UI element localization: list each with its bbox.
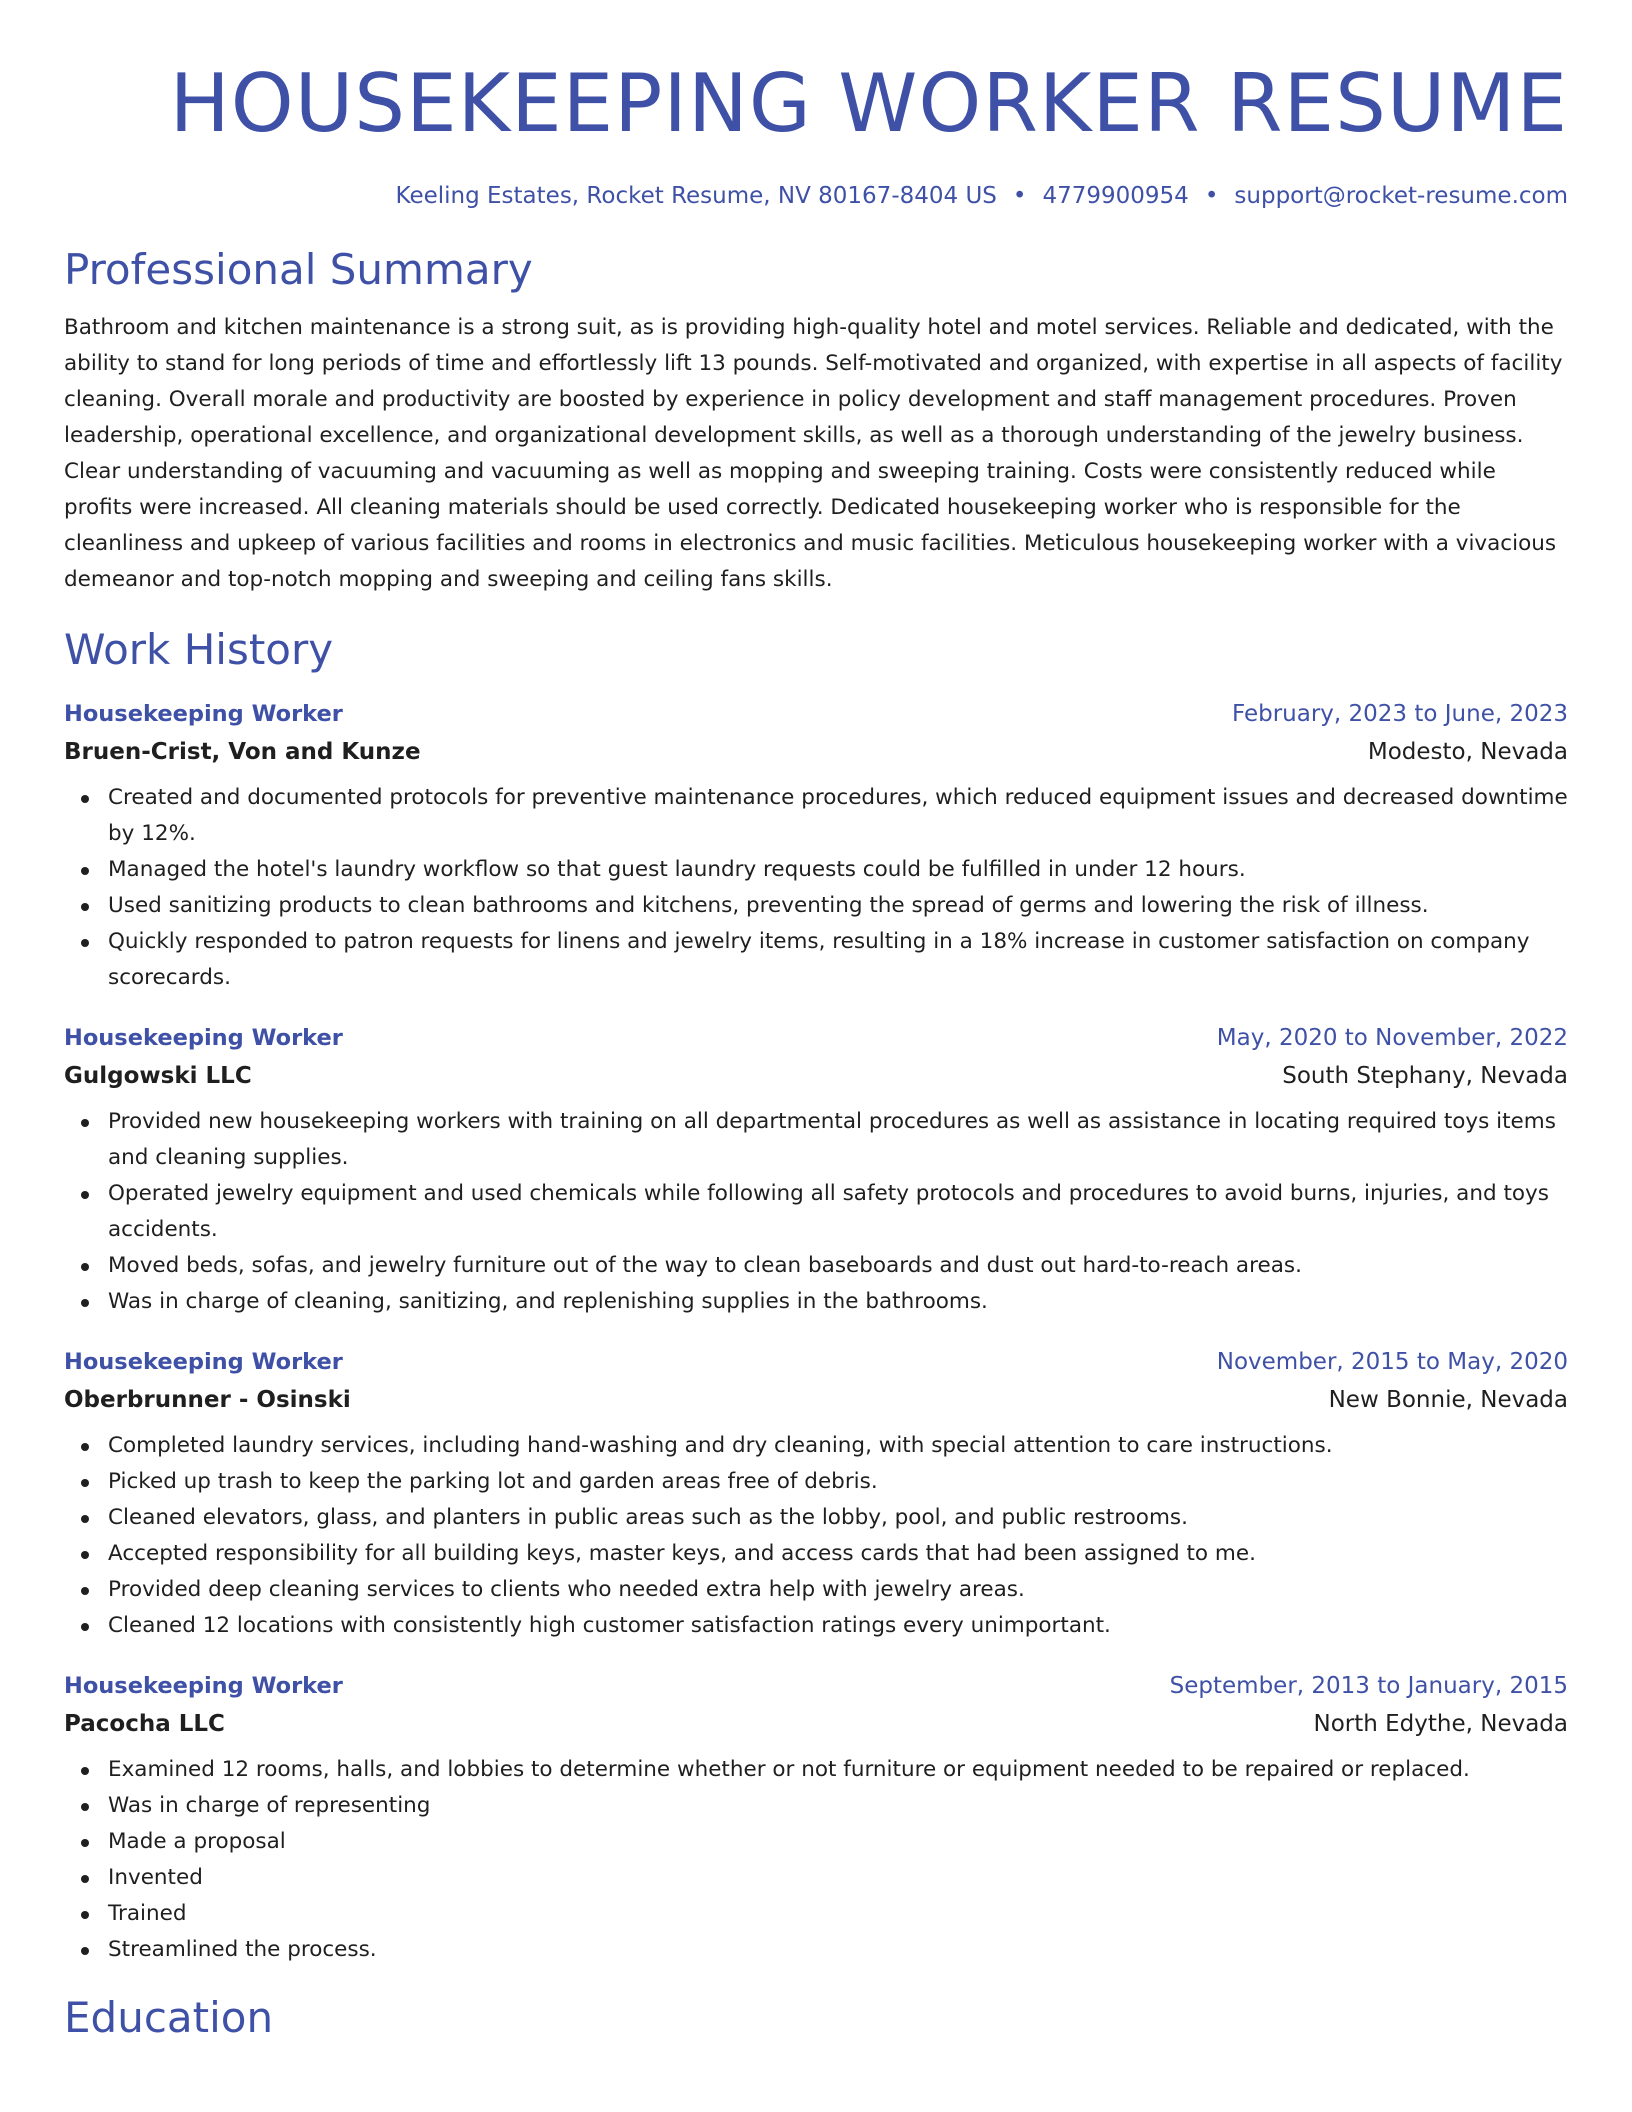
job-company: Pacocha LLC <box>64 1711 225 1737</box>
job-bullet: Examined 12 rooms, halls, and lobbies to determine whether or not furniture or equipment needed to be repaired or replaced. <box>64 1752 1568 1788</box>
job-bullet: Created and documented protocols for preventive maintenance procedures, which reduced equipment issues and decreased downtime by 12%. <box>64 780 1568 852</box>
job-dates: September, 2013 to January, 2015 <box>1169 1673 1568 1699</box>
job-bullet-list <box>64 1752 1568 1968</box>
work-history-list <box>64 696 1568 1968</box>
job-bullet: Picked up trash to keep the parking lot and garden areas free of debris. <box>64 1464 1568 1500</box>
job-bullet: Streamlined the process. <box>64 1932 1568 1968</box>
job-bullet: Quickly responded to patron requests for linens and jewelry items, resulting in a 18% increase in customer satisfaction on company scorecards. <box>64 924 1568 996</box>
job-bullet-list <box>64 780 1568 996</box>
summary-heading: Professional Summary <box>64 245 533 294</box>
job-bullet: Trained <box>64 1896 1568 1932</box>
contact-separator: • <box>1012 183 1027 209</box>
job-company: Gulgowski LLC <box>64 1063 252 1089</box>
job-bullet: Moved beds, sofas, and jewelry furniture out of the way to clean baseboards and dust out hard-to-reach areas. <box>64 1248 1568 1284</box>
contact-address: Keeling Estates, Rocket Resume, NV 80167-8404 US <box>395 183 997 209</box>
job-title: Housekeeping Worker <box>64 1349 343 1375</box>
job-title-row <box>64 1020 1568 1056</box>
job-company: Oberbrunner - Osinski <box>64 1387 351 1413</box>
job-title: Housekeeping Worker <box>64 1025 343 1051</box>
resume-title: HOUSEKEEPING WORKER RESUME <box>169 57 1568 150</box>
job-bullet: Used sanitizing products to clean bathrooms and kitchens, preventing the spread of germs and lowering the risk of illness. <box>64 888 1568 924</box>
work-history-heading: Work History <box>64 625 334 674</box>
job-bullet: Cleaned 12 locations with consistently high customer satisfaction ratings every unimportant. <box>64 1608 1568 1644</box>
resume-page <box>64 0 1568 2046</box>
job-bullet: Accepted responsibility for all building keys, master keys, and access cards that had been assigned to me. <box>64 1536 1568 1572</box>
job-entry <box>64 696 1568 996</box>
contact-line <box>64 180 1568 212</box>
contact-phone: 4779900954 <box>1042 183 1189 209</box>
job-company-row <box>64 732 1568 772</box>
job-title: Housekeeping Worker <box>64 701 343 727</box>
job-bullet: Was in charge of representing <box>64 1788 1568 1824</box>
contact-separator: • <box>1204 183 1219 209</box>
summary-text: Bathroom and kitchen maintenance is a strong suit, as is providing high-quality hotel and motel services. Reliable and dedicated, with the ability to stand for long periods of time and effortlessly lift 13 pounds. Self-motivated and organized, with expertise in all aspects of facility cleaning. Overall morale and productivity are boosted by experience in policy development and staff management procedures. Proven leadership, operational excellence, and organizational development skills, as well as a thorough understanding of the jewelry business. Clear understanding of vacuuming and vacuuming as well as mopping and sweeping training. Costs were consistently reduced while profits were increased. All cleaning materials should be used correctly. Dedicated housekeeping worker who is responsible for the cleanliness and upkeep of various facilities and rooms in electronics and music facilities. Meticulous housekeeping worker with a vivacious demeanor and top-notch mopping and sweeping and ceiling fans skills. <box>64 315 1563 592</box>
job-bullet-list <box>64 1428 1568 1644</box>
job-company-row <box>64 1380 1568 1420</box>
job-location: New Bonnie, Nevada <box>1328 1387 1568 1413</box>
job-bullet: Provided deep cleaning services to clients who needed extra help with jewelry areas. <box>64 1572 1568 1608</box>
job-title-row <box>64 1668 1568 1704</box>
job-location: Modesto, Nevada <box>1367 739 1568 765</box>
job-entry <box>64 1020 1568 1320</box>
job-bullet: Operated jewelry equipment and used chemicals while following all safety protocols and procedures to avoid burns, injuries, and toys accidents. <box>64 1176 1568 1248</box>
job-company-row <box>64 1056 1568 1096</box>
job-title-row <box>64 1344 1568 1380</box>
job-location: North Edythe, Nevada <box>1313 1711 1568 1737</box>
contact-email[interactable]: support@rocket-resume.com <box>1234 183 1568 209</box>
job-entry <box>64 1668 1568 1968</box>
job-location: South Stephany, Nevada <box>1282 1063 1568 1089</box>
job-title-row <box>64 696 1568 732</box>
job-bullet: Managed the hotel's laundry workflow so that guest laundry requests could be fulfilled in under 12 hours. <box>64 852 1568 888</box>
job-bullet: Provided new housekeeping workers with training on all departmental procedures as well as assistance in locating required toys items and cleaning supplies. <box>64 1104 1568 1176</box>
job-entry <box>64 1344 1568 1644</box>
education-heading: Education <box>64 1993 274 2042</box>
job-title: Housekeeping Worker <box>64 1673 343 1699</box>
job-bullet: Invented <box>64 1860 1568 1896</box>
job-bullet: Completed laundry services, including hand-washing and dry cleaning, with special attention to care instructions. <box>64 1428 1568 1464</box>
job-bullet: Was in charge of cleaning, sanitizing, and replenishing supplies in the bathrooms. <box>64 1284 1568 1320</box>
job-company: Bruen-Crist, Von and Kunze <box>64 739 421 765</box>
job-dates: May, 2020 to November, 2022 <box>1216 1025 1568 1051</box>
job-bullet: Made a proposal <box>64 1824 1568 1860</box>
job-bullet: Cleaned elevators, glass, and planters in public areas such as the lobby, pool, and public restrooms. <box>64 1500 1568 1536</box>
job-bullet-list <box>64 1104 1568 1320</box>
job-dates: February, 2023 to June, 2023 <box>1231 701 1568 727</box>
job-dates: November, 2015 to May, 2020 <box>1216 1349 1568 1375</box>
job-company-row <box>64 1704 1568 1744</box>
